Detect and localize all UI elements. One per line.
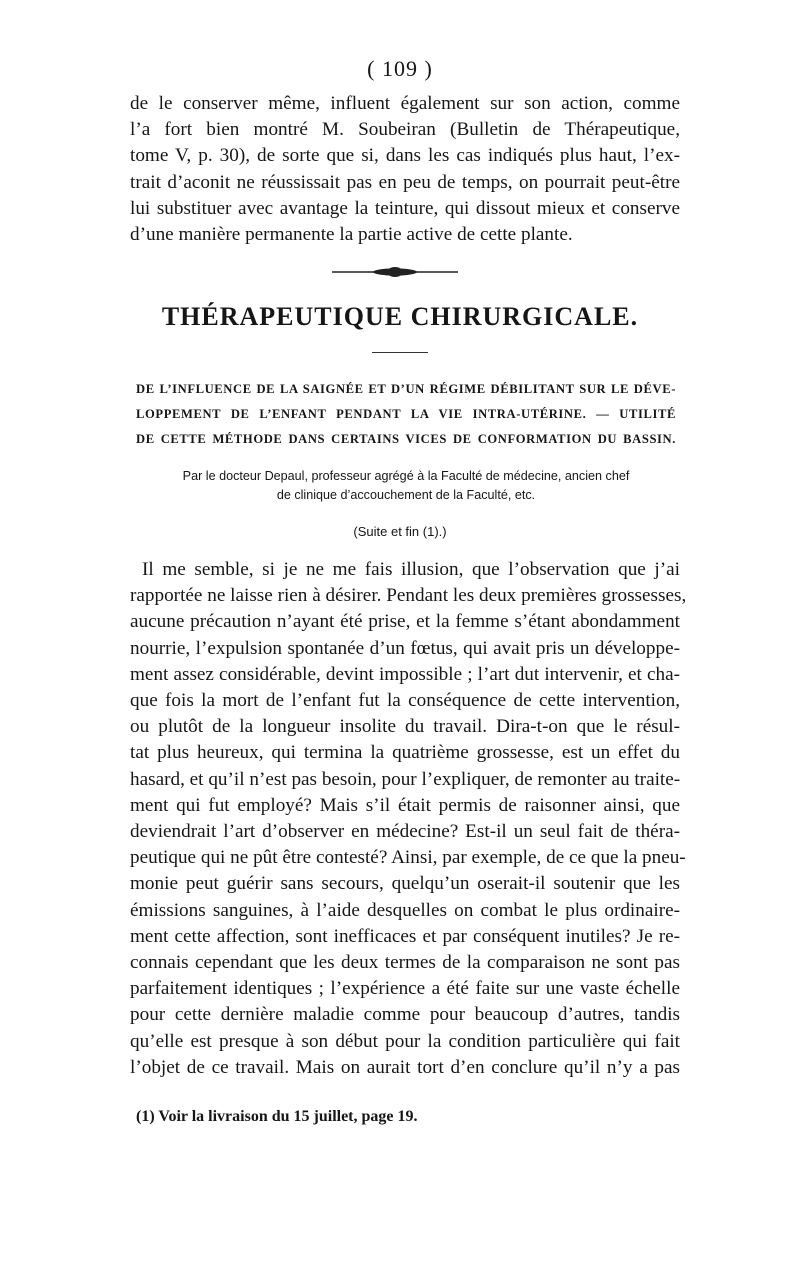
text-line: que fois la mort de l’enfant fut la conséquence de cette intervention,: [130, 690, 680, 712]
footnote: (1) Voir la livraison du 15 juillet, page 19.: [136, 1108, 418, 1125]
body-paragraph: [130, 557, 687, 1081]
text-line: qu’elle est presque à son début pour la condition particulière qui fait: [130, 1030, 680, 1052]
article-title-line: DE L’INFLUENCE DE LA SAIGNÉE ET D’UN RÉGIME DÉBILITANT SUR LE DÉVE-: [136, 382, 676, 396]
text-line: monie peut guérir sans secours, quelqu’un oserait-il soutenir que les: [130, 873, 680, 895]
article-title-line: LOPPEMENT DE L’ENFANT PENDANT LA VIE INTRA-UTÉRINE. — UTILITÉ: [136, 407, 676, 421]
text-line: ment cette affection, sont inefficaces et par conséquent inutiles? Je re-: [130, 925, 680, 947]
intro-paragraph: [130, 91, 680, 248]
continuation-note: (Suite et fin (1).): [353, 524, 447, 539]
text-line: ou plutôt de la longueur insolite du travail. Dira-t-on que le résul-: [130, 716, 680, 738]
text-line: émissions sanguines, à l’aide desquelles on combat le plus ordinaire-: [130, 899, 680, 921]
article-title: [136, 377, 676, 452]
text-line: de le conserver même, influent également sur son action, comme: [130, 93, 680, 114]
section-heading: THÉRAPEUTIQUE CHIRURGICALE.: [161, 302, 639, 331]
text-line: d’une manière permanente la partie active de cette plante.: [130, 224, 573, 246]
text-line: tome V, p. 30), de sorte que si, dans les cas indiqués plus haut, l’ex-: [130, 145, 680, 167]
text-line: aucune précaution n’ayant été prise, et la femme s’étant abondamment: [130, 611, 680, 633]
text-line: peutique qui ne pût être contesté? Ainsi, par exemple, de ce que la pneu-: [130, 847, 686, 869]
text-line: Il me semble, si je ne me fais illusion, que l’observation que j’ai: [142, 559, 680, 580]
text-line: trait d’aconit ne réussissait pas en peu de temps, on pourrait peut-être: [130, 171, 680, 193]
author-byline: [136, 467, 676, 505]
text-line: ment assez considérable, devint impossible ; l’art dut intervenir, et cha-: [130, 663, 680, 685]
text-line: pour cette dernière maladie comme pour beaucoup d’autres, tandis: [130, 1004, 680, 1026]
ornamental-divider: [330, 262, 460, 282]
article-title-line: DE CETTE MÉTHODE DANS CERTAINS VICES DE CONFORMATION DU BASSIN.: [136, 432, 676, 446]
text-line: lui substituer avec avantage la teinture, qui dissout mieux et conserve: [130, 197, 680, 219]
byline-line: de clinique d’accouchement de la Faculté, etc.: [276, 488, 536, 502]
short-rule: [372, 352, 428, 353]
text-line: deviendrait l’art d’observer en médecine? Est-il un seul fait de théra-: [130, 821, 680, 843]
text-line: tat plus heureux, qui termina la quatrième grossesse, est un effet du: [130, 742, 680, 764]
text-line: parfaitement identiques ; l’expérience a été faite sur une vaste échelle: [130, 978, 680, 1000]
text-line: l’objet de ce travail. Mais on aurait tort d’en conclure qu’il n’y a pas: [130, 1056, 680, 1078]
text-line: hasard, et qu’il n’est pas besoin, pour l’expliquer, de remonter au traite-: [130, 768, 681, 790]
text-line: ment qui fut employé? Mais s’il était permis de raisonner ainsi, que: [130, 794, 680, 816]
text-line: rapportée ne laisse rien à désirer. Pendant les deux premières grossesses,: [130, 585, 687, 607]
text-line: connais cependant que les deux termes de la comparaison ne sont pas: [130, 952, 680, 974]
text-line: l’a fort bien montré M. Soubeiran (Bulletin de Thérapeutique,: [130, 119, 680, 141]
page-number: ( 109 ): [367, 56, 433, 81]
text-line: nourrie, l’expulsion spontanée d’un fœtus, qui avait pris un développe-: [130, 637, 680, 659]
byline-line: Par le docteur Depaul, professeur agrégé à la Faculté de médecine, ancien chef: [182, 469, 630, 483]
